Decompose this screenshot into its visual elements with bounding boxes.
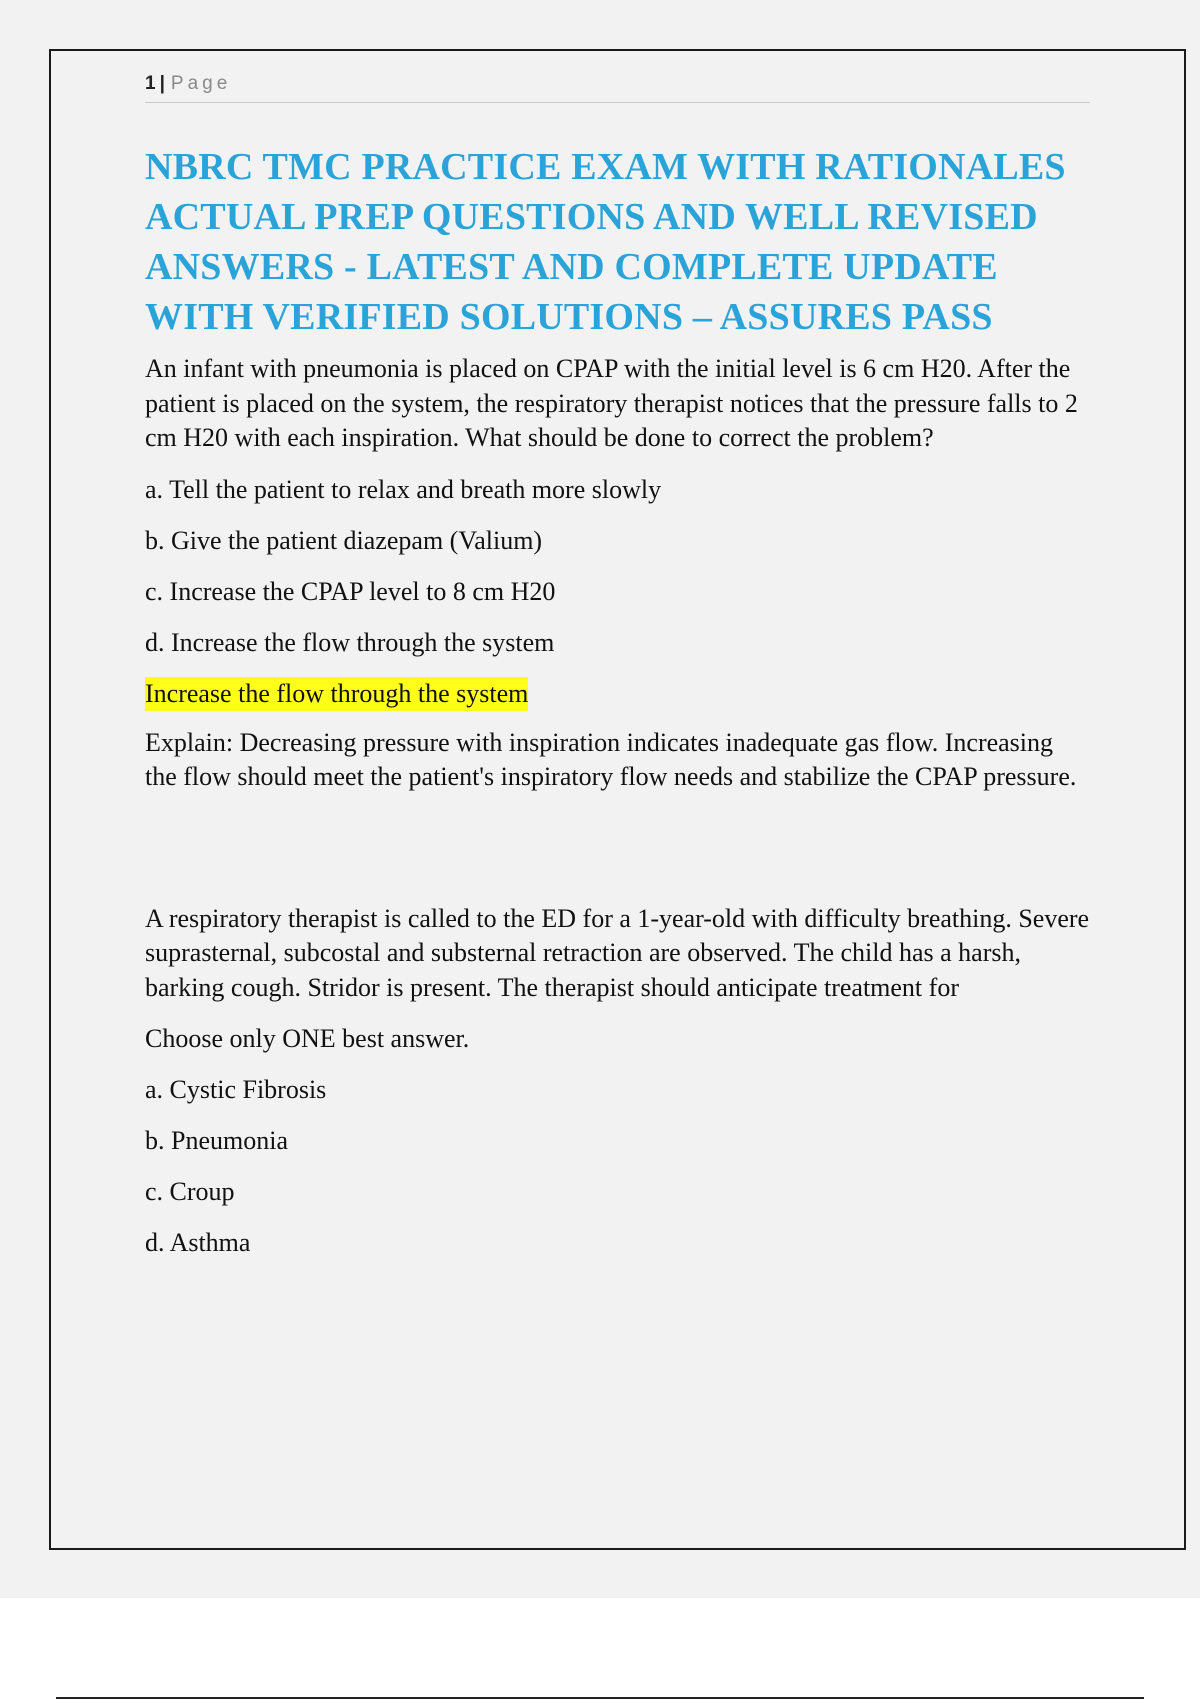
page-label: Page	[170, 73, 232, 94]
question-2-option-c: c. Croup	[145, 1177, 235, 1206]
question-1-text: An infant with pneumonia is placed on CPAP with the initial level is 6 cm H20. After the patient is placed on the system, the respiratory therapist notices that the pressure falls to 2 cm H20 with each inspiration. What should be done to correct the problem?	[145, 354, 1078, 452]
question-1-option-d: d. Increase the flow through the system	[145, 627, 555, 657]
question-2-instruction: Choose only ONE best answer.	[145, 1024, 470, 1053]
question-1-answer-row	[145, 677, 1090, 711]
question-2-option-a: a. Cystic Fibrosis	[145, 1075, 327, 1104]
header-separator: |	[159, 73, 165, 94]
question-1-option-a: a. Tell the patient to relax and breath more slowly	[145, 474, 662, 504]
next-page-top-rule	[56, 1697, 1144, 1699]
question-1-answer-highlight: Increase the flow through the system	[145, 677, 528, 711]
section-spacer	[145, 812, 1090, 902]
page-number: 1	[145, 73, 156, 94]
document-body	[145, 142, 1090, 1277]
question-2-option-d: d. Asthma	[145, 1228, 251, 1257]
document-title: NBRC TMC PRACTICE EXAM WITH RATIONALES ACTUAL PREP QUESTIONS AND WELL REVISED ANSWERS - LATEST AND COMPLETE UPDATE WITH VERIFIED SOLUTIONS – ASSURES PASS	[145, 146, 1066, 338]
question-1-option-c: c. Increase the CPAP level to 8 cm H20	[145, 576, 556, 606]
question-2-text: A respiratory therapist is called to the ED for a 1-year-old with difficulty breathing. Severe suprasternal, subcostal and substernal retraction are observed. The child has a harsh, barking cough. Stridor is present. The therapist should anticipate treatment for	[145, 903, 1090, 1002]
page-header	[145, 70, 1090, 103]
question-1-option-b: b. Give the patient diazepam (Valium)	[145, 525, 543, 555]
question-2-option-b: b. Pneumonia	[145, 1126, 288, 1155]
question-1-explanation: Explain: Decreasing pressure with inspiration indicates inadequate gas flow. Increasing the flow should meet the patient's inspiratory flow needs and stabilize the CPAP pressure.	[145, 727, 1077, 791]
